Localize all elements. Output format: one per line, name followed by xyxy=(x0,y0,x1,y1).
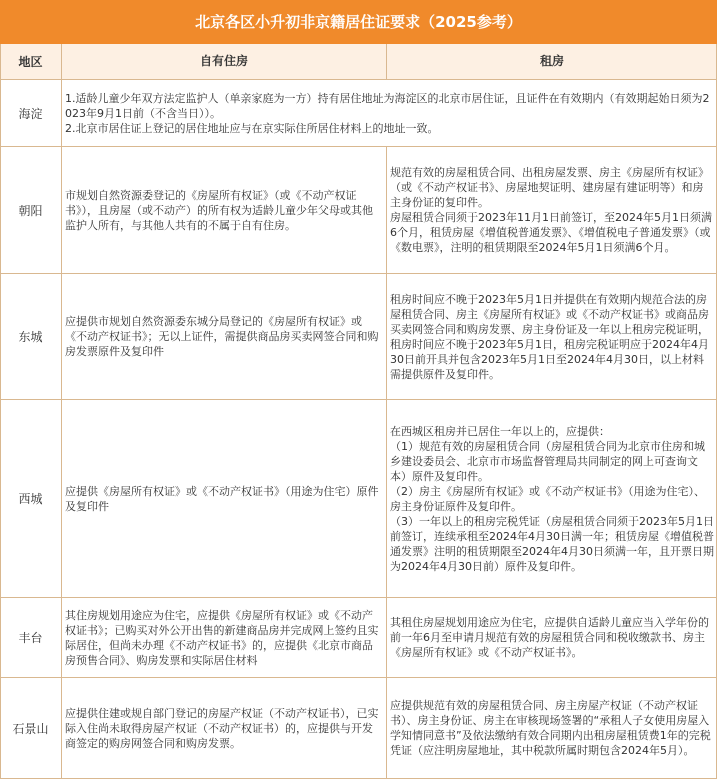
region-cell: 东城 xyxy=(0,274,62,399)
region-cell: 朝阳 xyxy=(0,147,62,273)
region-cell: 西城 xyxy=(0,400,62,597)
rental-cell xyxy=(387,274,717,399)
header-own-housing: 自有住房 xyxy=(62,44,387,79)
table-row-haidian xyxy=(0,80,717,147)
own-housing-text: 应提供市规划自然资源委东城分局登记的《房屋所有权证》或《不动产权证书》；无以上证件，需提供商品房买卖网签合同和购房发票原件及复印件 xyxy=(65,315,379,358)
own-housing-text: 应提供《房屋所有权证》或《不动产权证书》（用途为住宅）原件及复印件 xyxy=(65,484,379,513)
rental-text: 其租住房屋规划用途应为住宅，应提供自适龄儿童应当入学年份的前一年6月至申请月规范有效的房屋租赁合同和税收缴款书、房主《房屋所有权证》或《不动产权证书》。 xyxy=(390,616,709,659)
own-housing-cell xyxy=(62,678,387,778)
own-housing-cell xyxy=(62,400,387,597)
page-title: 北京各区小升初非京籍居住证要求（2025参考） xyxy=(0,0,717,44)
table-row-dongcheng xyxy=(0,274,717,400)
rental-cell xyxy=(387,147,717,273)
region-cell: 丰台 xyxy=(0,598,62,677)
header-region: 地区 xyxy=(0,44,62,79)
rental-cell xyxy=(387,678,717,778)
requirement-text: 1.适龄儿童少年双方法定监护人（单亲家庭为一方）持有居住地址为海淀区的北京市居住证，且证件在有效期内（有效期起始日须为2023年9月1日前（不含当日））。 2.北京市居住证上登记的居住地址应与在京实际住所居住材料上的地址一致。 xyxy=(65,91,710,135)
region-cell: 海淀 xyxy=(0,80,62,146)
own-housing-cell xyxy=(62,598,387,677)
own-housing-cell xyxy=(62,147,387,273)
table-header-row xyxy=(0,44,717,80)
own-housing-text: 其住房规划用途应为住宅，应提供《房屋所有权证》或《不动产权证书》；已购买对外公开出售的新建商品房并完成网上签约且实际居住，但尚未办理《不动产权证书》的，应提供《北京市商品房预售合同》、购房发票和实际居住材料 xyxy=(65,608,379,667)
rental-cell xyxy=(387,598,717,677)
table-row-chaoyang xyxy=(0,147,717,274)
own-housing-text: 应提供住建或规自部门登记的房屋产权证（不动产权证书），已实际入住尚未取得房屋产权证（不动产权证书）的，应提供与开发商签定的购房网签合同和购房发票。 xyxy=(65,706,379,750)
rental-text: 规范有效的房屋租赁合同、出租房屋发票、房主《房屋所有权证》（或《不动产权证书》、房屋地契证明、建房屋有建证明等）和房主身份证的复印件。 房屋租赁合同须于2023年11月1日前签订，至2024年5月1日须满6个月，租赁房屋《增值税普通发票》、《增值税电子普通发票》（或《数电票》，注明的租赁期限至2024年5月1日须满6个月。 xyxy=(390,166,712,254)
header-rental: 租房 xyxy=(539,54,564,68)
table-row-shijingshan xyxy=(0,678,717,779)
rental-text: 在西城区租房并已居住一年以上的，应提供： （1）规范有效的房屋租赁合同（房屋租赁合同为北京市住房和城乡建设委员会、北京市市场监督管理局共同制定的网上可查询文本）原件及复印件。 （2）房主《房屋所有权证》或《不动产权证书》（用途为住宅）、房主身份证原件及复印件。 （3）一年以上的租房完税凭证（房屋租赁合同须于2023年5月1日前签订，连续承租至2024年4月30日满一年；租赁房屋《增值税普通发票》注明的租赁期限至2024年4月30日须满一年，且开票日期为2024年4月30日前）原件及复印件。 xyxy=(390,424,714,573)
merged-requirement-cell xyxy=(62,80,717,146)
region-cell: 石景山 xyxy=(0,678,62,778)
rental-text: 租房时间应不晚于2023年5月1日并提供在有效期内规范合法的房屋租赁合同、房主《房屋所有权证》或《不动产权证书》或商品房买卖网签合同和购房发票、房主身份证及一年以上租房完税证明，租房时间应不晚于2023年5月1日，租房完税证明应于2024年4月30日前开具并包含2023年5月1日至2024年4月30日，以上材料需提供原件及复印件。 xyxy=(390,292,709,381)
table-row-fengtai xyxy=(0,598,717,678)
rental-text: 应提供规范有效的房屋租赁合同、房主房屋产权证（不动产权证书）、房主身份证、房主在审核现场签署的“承租人子女使用房屋入学知情同意书”及依法缴纳有效合同期内出租房屋租赁费1年的完税凭证（应注明房屋地址，其中税款所属时期包含2024年5月）。 xyxy=(390,699,711,757)
rental-cell xyxy=(387,400,717,597)
table-row-xicheng xyxy=(0,400,717,598)
own-housing-text: 市规划自然资源委登记的《房屋所有权证》（或《不动产权证书》），且房屋（或不动产）的所有权为适龄儿童少年父母或其他监护人所有，与其他人共有的不属于自有住房。 xyxy=(65,188,373,232)
own-housing-cell xyxy=(62,274,387,399)
